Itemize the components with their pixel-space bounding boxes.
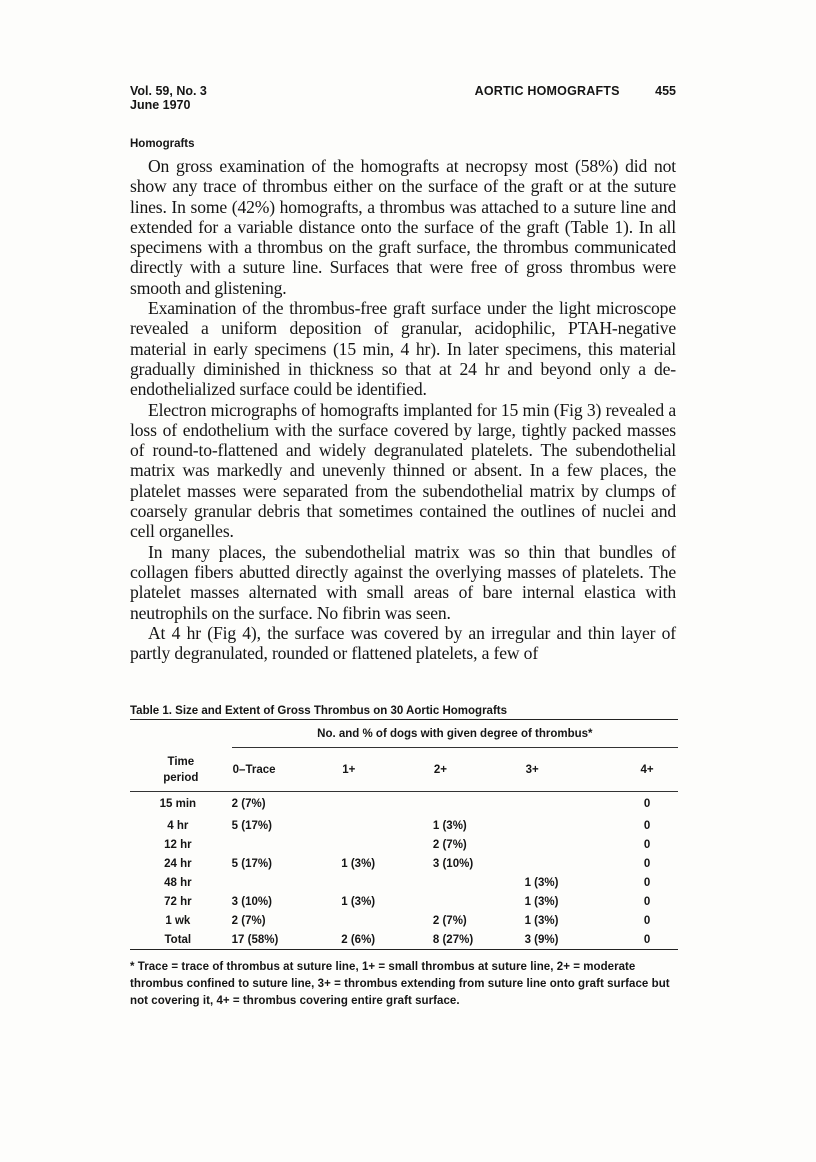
volume-issue: Vol. 59, No. 3: [130, 84, 207, 98]
table-cell: [341, 873, 433, 892]
time-cell: 24 hr: [164, 857, 192, 870]
column-spanner: No. and % of dogs with given degree of thrombus*: [232, 720, 678, 748]
table-row: [130, 911, 678, 930]
time-cell: 72 hr: [164, 895, 192, 908]
table-cell: 8 (27%): [433, 930, 525, 950]
time-cell: 15 min: [159, 797, 197, 810]
table-cell: 0: [643, 876, 651, 889]
table-cell: [341, 835, 433, 854]
table-cell: 5 (17%): [231, 819, 272, 832]
thrombus-table: [130, 719, 678, 950]
table-cell: 3 (10%): [432, 857, 474, 870]
column-header: 2+: [433, 748, 525, 792]
period-header-line: period: [163, 771, 199, 784]
time-cell: Total: [130, 930, 232, 950]
table-cell: 5 (17%): [231, 857, 272, 870]
table-cell: [433, 791, 525, 816]
table-cell: [525, 816, 617, 835]
table-row-total: [130, 930, 678, 950]
table-cell: 0: [643, 838, 651, 851]
table-row: [130, 873, 678, 892]
table-cell: 0: [643, 819, 651, 832]
paragraph: In many places, the subendothelial matrix was so thin that bundles of collagen fibers abutted directly against the overlying masses of platelets. The platelet masses alternated with small areas of bare internal elastica with neutrophils on the surface. No fibrin was seen.: [130, 541, 676, 623]
issue-date: June 1970: [130, 98, 191, 112]
time-period-header: [130, 748, 232, 792]
paragraph: Electron micrographs of homografts implanted for 15 min (Fig 3) revealed a loss of endothelium with the surface covered by large, tightly packed masses of round-to-flattened and widely degranulated platelets. The subendothelial matrix was markedly and unevenly thinned or absent. In a few places, the platelet masses were separated from the subendothelial matrix by clumps of coarsely granular debris that sometimes contained the outlines of nuclei and cell organelles.: [130, 399, 676, 542]
table-cell: 3 (9%): [525, 930, 617, 950]
table-row: [130, 791, 678, 816]
table-cell: [525, 791, 617, 816]
time-cell: 12 hr: [164, 838, 192, 851]
table-cell: 1 (3%): [432, 819, 467, 832]
header-left: [130, 84, 207, 112]
column-header: 1+: [341, 748, 433, 792]
time-cell: 1 wk: [165, 914, 191, 927]
table-cell: 1 (3%): [524, 914, 559, 927]
header-right: [475, 84, 676, 98]
time-cell: 48 hr: [164, 876, 192, 889]
table-block: [130, 704, 678, 1010]
column-header: 3+: [525, 748, 617, 792]
time-cell: 4 hr: [167, 819, 189, 832]
table-cell: 17 (58%): [232, 930, 342, 950]
time-header-line: Time: [167, 755, 195, 768]
table-cell: 2 (7%): [231, 914, 266, 927]
table-cell: 0: [643, 797, 651, 810]
paragraph: On gross examination of the homografts at necropsy most (58%) did not show any trace of thrombus either on the surface of the graft or at the suture lines. In some (42%) homografts, a thrombus was attached to a suture line and extended for a variable distance onto the surface of the graft (Table 1). In all specimens with a thrombus on the graft surface, the thrombus communicated directly with a suture line. Surfaces that were free of gross thrombus were smooth and glistening.: [130, 156, 676, 298]
table-cell: 0: [643, 857, 651, 870]
table-cell: 1 (3%): [341, 857, 376, 870]
table-cell: 2 (7%): [231, 797, 266, 810]
table-cell: 0: [643, 914, 651, 927]
table-cell: 1 (3%): [524, 895, 559, 908]
column-header: 4+: [616, 748, 678, 792]
section-heading: Homografts: [130, 138, 195, 150]
table-cell: 0: [643, 895, 651, 908]
table-cell: [232, 835, 342, 854]
table-footnote: * Trace = trace of thrombus at suture line, 1+ = small thrombus at suture line, 2+ = moderate thrombus confined to suture line, 3+ = thrombus extending from suture line onto graft surface but not covering it, 4+ = thrombus covering entire graft surface.: [130, 961, 670, 1007]
table-caption: Table 1. Size and Extent of Gross Thrombus on 30 Aortic Homografts: [130, 705, 508, 717]
header-blank: [130, 720, 232, 748]
table-cell: [433, 892, 525, 911]
table-cell: 3 (10%): [231, 895, 272, 908]
paragraph: At 4 hr (Fig 4), the surface was covered by an irregular and thin layer of partly degranulated, rounded or flattened platelets, a few of: [130, 622, 676, 664]
table-cell: 1 (3%): [341, 895, 376, 908]
table-cell: 0: [616, 930, 678, 950]
table-row: [130, 816, 678, 835]
body-text: [130, 156, 676, 663]
table-cell: [525, 854, 617, 873]
table-row: [130, 854, 678, 873]
running-header: [130, 84, 676, 116]
column-header: 0–Trace: [232, 748, 342, 792]
table-cell: 2 (6%): [341, 930, 433, 950]
running-title: AORTIC HOMOGRAFTS: [474, 84, 620, 98]
table-row: [130, 835, 678, 854]
table-cell: [433, 873, 525, 892]
table-cell: [341, 816, 433, 835]
table-cell: [341, 791, 433, 816]
table-row: [130, 892, 678, 911]
table-cell: 2 (7%): [432, 914, 467, 927]
table-cell: [525, 835, 617, 854]
table-cell: 1 (3%): [524, 876, 559, 889]
table-cell: [341, 911, 433, 930]
table-cell: 2 (7%): [432, 838, 467, 851]
page-number: 455: [655, 84, 676, 98]
table-cell: [232, 873, 342, 892]
paragraph: Examination of the thrombus-free graft surface under the light microscope revealed a uniform deposition of granular, acidophilic, PTAH-negative material in early specimens (15 min, 4 hr). In later specimens, this material gradually diminished in thickness so that at 24 hr and beyond only a de-endothelialized surface could be identified.: [130, 298, 676, 400]
